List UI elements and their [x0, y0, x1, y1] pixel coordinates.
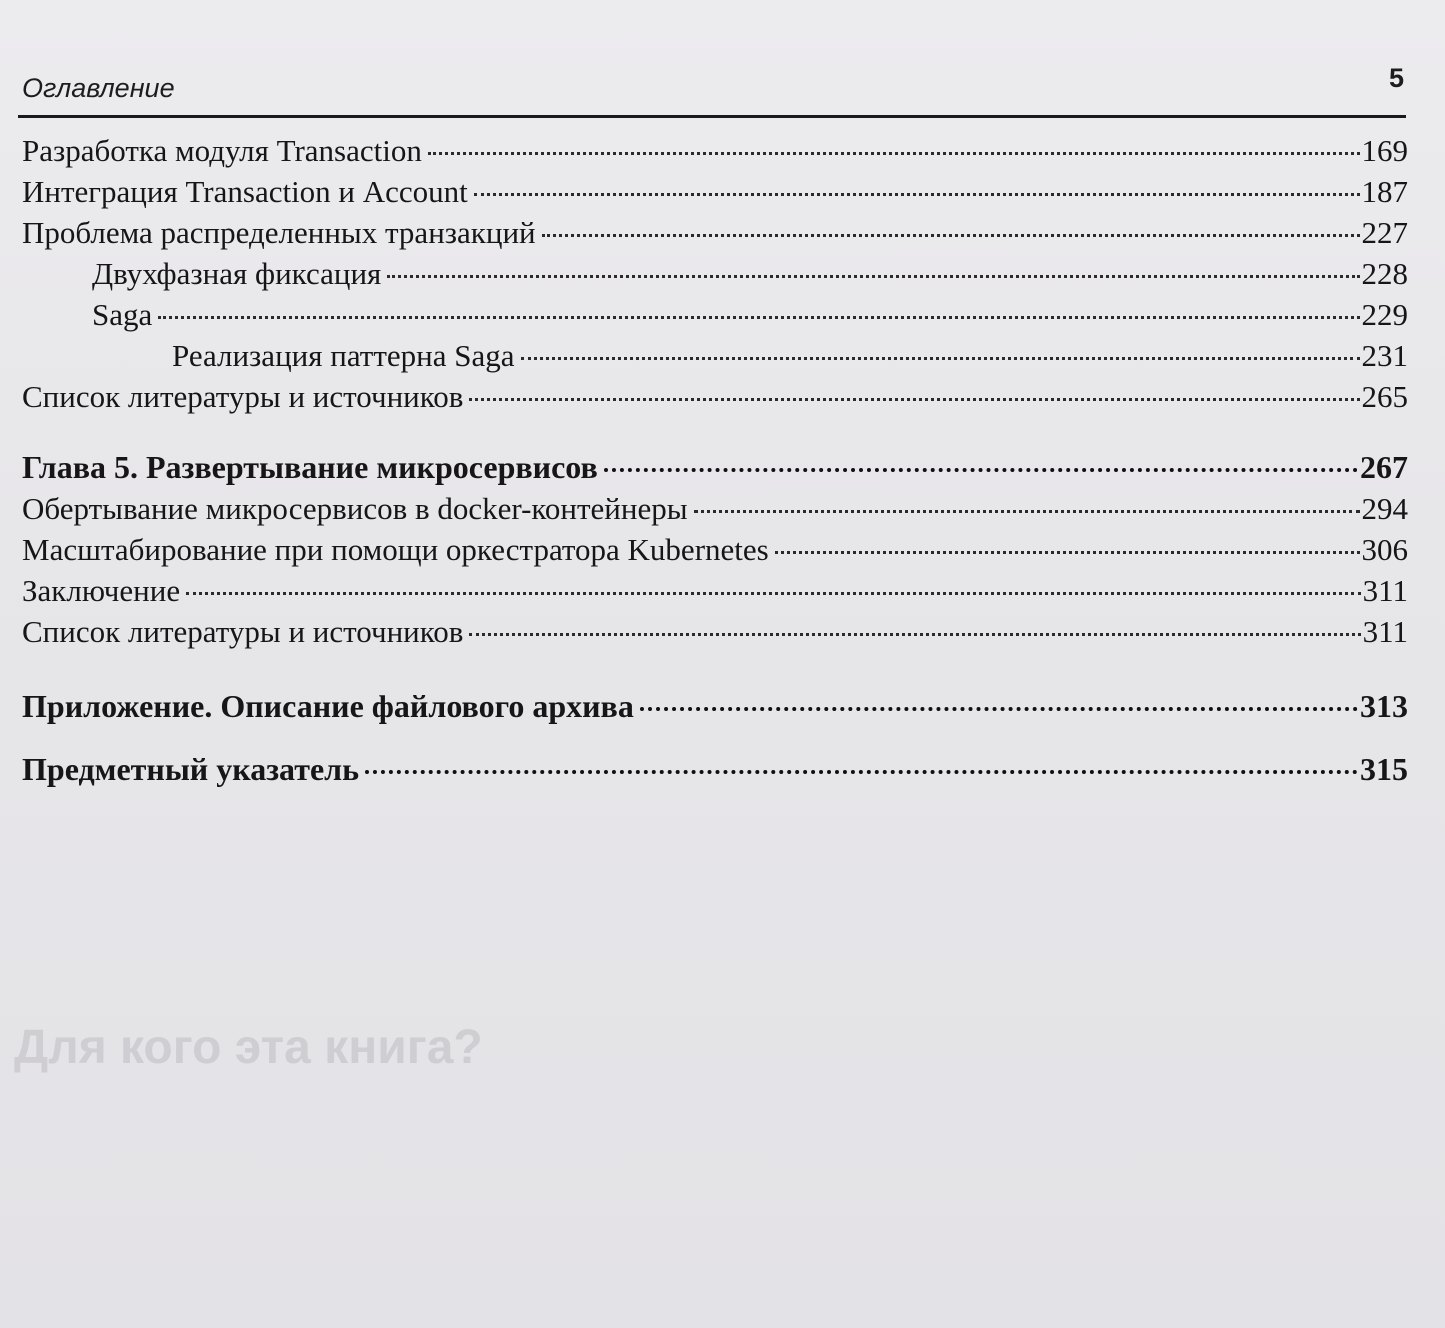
- dot-leader: [694, 510, 1360, 513]
- toc-entry-title: Список литературы и источников: [22, 379, 464, 414]
- toc-chapter-entry: [22, 447, 1408, 488]
- toc-entry-title: Интеграция Transaction и Account: [22, 174, 468, 209]
- toc-entry-page: 228: [1361, 256, 1408, 291]
- dot-leader: [186, 592, 1361, 595]
- toc-entry-page: 306: [1361, 532, 1408, 567]
- toc-entry: [22, 294, 1408, 335]
- toc-entry-title: Обертывание микросервисов в docker-контейнеры: [22, 491, 688, 526]
- toc-entry-page: 267: [1360, 449, 1408, 485]
- toc-entry-page: 229: [1361, 297, 1408, 332]
- toc-entry-title: Saga: [92, 297, 153, 332]
- dot-leader: [640, 707, 1358, 711]
- toc-entry-page: 231: [1361, 338, 1408, 373]
- toc-entry-page: 315: [1360, 751, 1408, 787]
- toc-entry: [22, 376, 1408, 417]
- dot-leader: [428, 152, 1360, 155]
- toc-entry-page: 311: [1362, 573, 1408, 608]
- dot-leader: [365, 770, 1358, 774]
- bleed-through-heading: Для кого эта книга?: [14, 1021, 483, 1074]
- toc-entry-title: Список литературы и источников: [22, 614, 464, 649]
- toc-entry-title: Проблема распределенных транзакций: [22, 215, 536, 250]
- page-number: 5: [1388, 63, 1404, 93]
- header-rule: [18, 115, 1406, 118]
- toc-entry-title: Двухфазная фиксация: [92, 256, 382, 291]
- toc-entry-title: Глава 5. Развертывание микросервисов: [22, 449, 598, 485]
- toc-entry: [22, 212, 1408, 253]
- toc-entry: [22, 529, 1408, 570]
- dot-leader: [474, 193, 1360, 196]
- toc-entry-title: Реализация паттерна Saga: [172, 338, 515, 373]
- toc-entry-title: Предметный указатель: [22, 751, 360, 787]
- toc-entry-page: 294: [1361, 491, 1408, 526]
- toc-entry: [22, 171, 1408, 212]
- toc-entry: [22, 335, 1408, 376]
- dot-leader: [521, 357, 1360, 360]
- toc-entry-title: Заключение: [22, 573, 181, 608]
- running-header-title: Оглавление: [22, 73, 175, 103]
- toc-entry: [22, 488, 1408, 529]
- dot-leader: [158, 316, 1359, 319]
- dot-leader: [775, 551, 1360, 554]
- dot-leader: [604, 468, 1358, 472]
- toc-appendix-entry: [22, 686, 1408, 727]
- running-header: [18, 56, 1406, 103]
- toc-entry-page: 311: [1362, 614, 1408, 649]
- toc-entry: [22, 253, 1408, 294]
- toc-entry-page: 187: [1361, 174, 1408, 209]
- toc-entry-page: 313: [1360, 688, 1408, 724]
- table-of-contents: [22, 130, 1408, 790]
- toc-entry-page: 227: [1361, 215, 1408, 250]
- dot-leader: [469, 398, 1359, 401]
- dot-leader: [542, 234, 1360, 237]
- toc-index-entry: [22, 749, 1408, 790]
- toc-entry-title: Приложение. Описание файлового архива: [22, 688, 634, 724]
- toc-entry-page: 169: [1361, 133, 1408, 168]
- toc-entry: [22, 611, 1408, 652]
- dot-leader: [469, 633, 1360, 636]
- toc-entry-title: Разработка модуля Transaction: [22, 133, 422, 168]
- toc-entry-title: Масштабирование при помощи оркестратора Kubernetes: [22, 532, 769, 567]
- toc-entry-page: 265: [1361, 379, 1408, 414]
- toc-entry: [22, 570, 1408, 611]
- toc-entry: [22, 130, 1408, 171]
- dot-leader: [387, 275, 1359, 278]
